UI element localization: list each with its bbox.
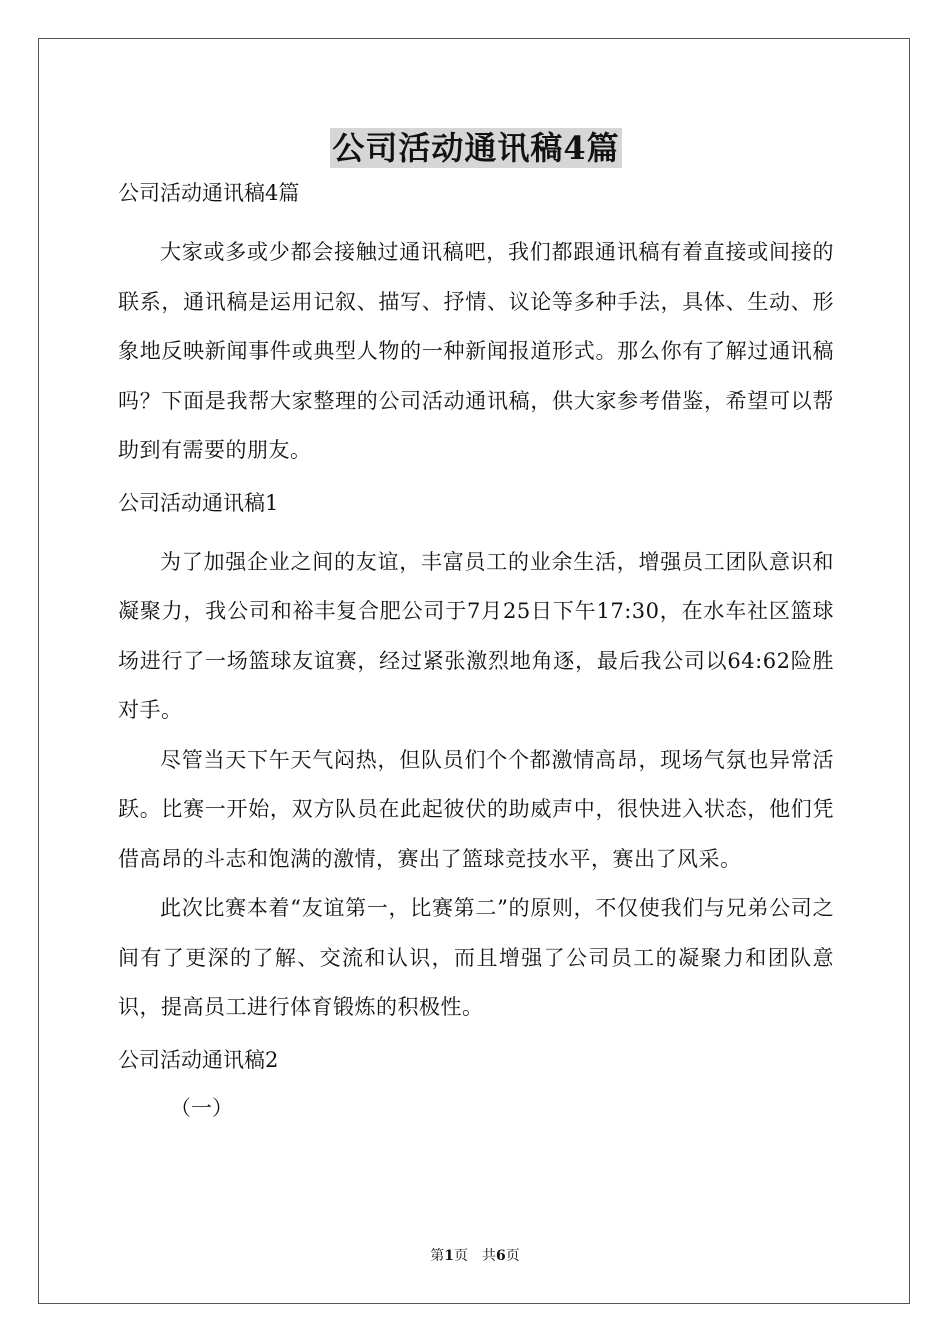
document-subtitle: 公司活动通讯稿4篇 [118,181,300,205]
section2-item: （一） [170,1095,233,1120]
section1-paragraph-3: 此次比赛本着“友谊第一，比赛第二”的原则，不仅使我们与兄弟公司之间有了更深的了解、交流和认识，而且增强了公司员工的凝聚力和团队意识，提高员工进行体育锻炼的积极性。 [118,896,834,1019]
footer-current-page: 1 [444,1248,454,1264]
footer-mid: 页 共 [454,1248,496,1264]
section1-paragraph-2: 尽管当天下午天气闷热，但队员们个个都激情高昂，现场气氛也异常活跃。比赛一开始，双方队员在此起彼伏的助威声中，很快进入状态，他们凭借高昂的斗志和饱满的激情，赛出了篮球竞技水平，赛出了风采。 [118,747,834,871]
page-footer [0,1247,950,1265]
footer-prefix: 第 [430,1248,445,1264]
page-title: 公司活动通讯稿4篇 [332,129,620,167]
footer-suffix: 页 [505,1248,520,1264]
section1-heading: 公司活动通讯稿1 [118,490,279,515]
section1-paragraph-1: 为了加强企业之间的友谊，丰富员工的业余生活，增强员工团队意识和凝聚力，我公司和裕丰复合肥公司于7月25日下午17:30，在水车社区篮球场进行了一场篮球友谊赛，经过紧张激烈地角逐，最后我公司以64:62险胜对手。 [118,549,834,722]
document-body [118,128,834,1121]
intro-paragraph: 大家或多或少都会接触过通讯稿吧，我们都跟通讯稿有着直接或间接的联系，通讯稿是运用记叙、描写、抒情、议论等多种手法，具体、生动、形象地反映新闻事件或典型人物的一种新闻报道形式。那么你有了解过通讯稿吗？下面是我帮大家整理的公司活动通讯稿，供大家参考借鉴，希望可以帮助到有需要的朋友。 [118,240,834,462]
title-wrapper [118,128,834,170]
footer-total-pages: 6 [496,1248,506,1264]
section2-heading: 公司活动通讯稿2 [118,1047,279,1072]
